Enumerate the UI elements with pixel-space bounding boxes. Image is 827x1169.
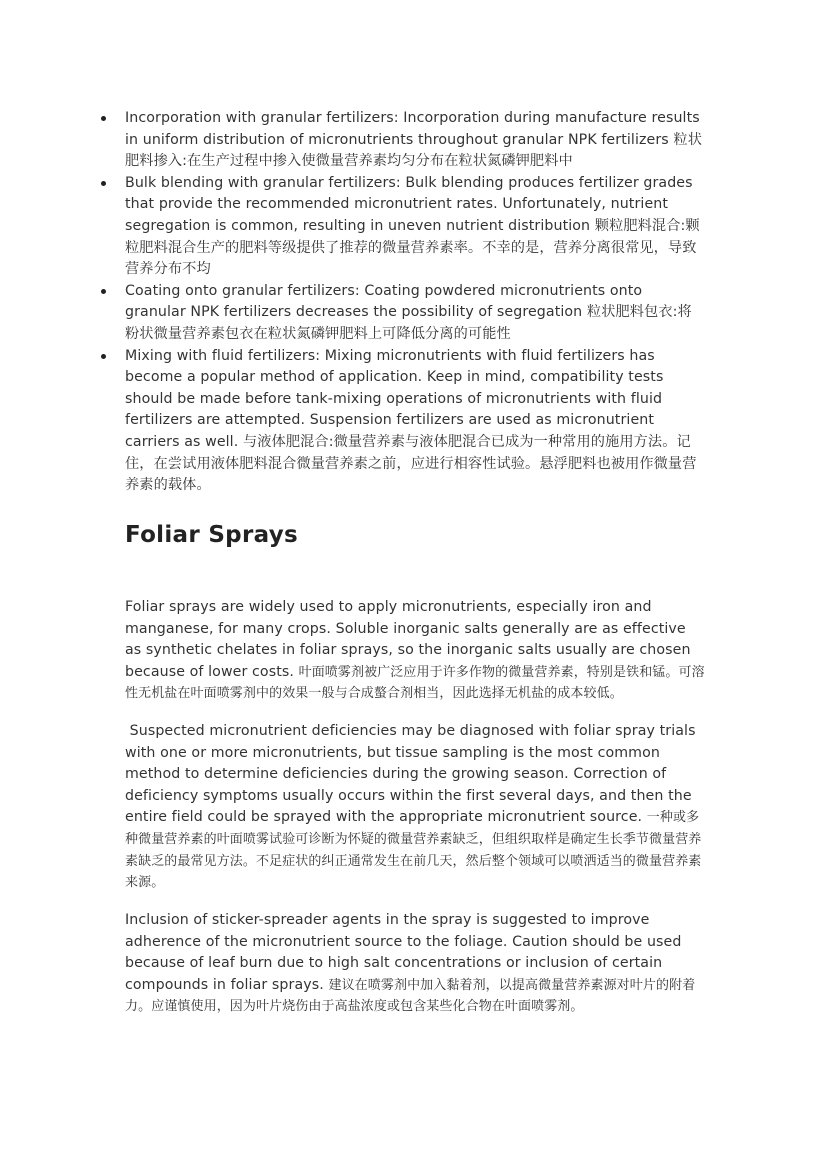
list-item-english: Mixing with fluid fertilizers: Mixing micronutrients with fluid fertilizers has become a popular method of application. Keep in mind, compatibility tests should be made before tank-mixing operations of micronutrients with fluid fertilizers are attempted. Suspension fertilizers are used as micronutrient carriers as well. <box>125 347 664 450</box>
paragraph-english: Suspected micronutrient deficiencies may be diagnosed with foliar spray trials with one or more micronutrients, but tissue sampling is the most common method to determine deficiencies during the growing season. Correction of deficiency symptoms usually occurs within the first several days, and then the entire field could be sprayed with the appropriate micronutrient source. <box>125 723 701 826</box>
bullet-icon <box>101 116 106 121</box>
section-heading: Foliar Sprays <box>125 522 298 548</box>
list-item-chinese: 与液体肥混合:微量营养素与液体肥混合已成为一种常用的施用方法。记住，在尝试用液体肥料混合微量营养素之前，应进行相容性试验。悬浮肥料也被用作微量营养素的载体。 <box>125 433 697 494</box>
paragraph-chinese: 建议在喷雾剂中加入黏着剂，以提高微量营养素源对叶片的附着力。应谨慎使用，因为叶片烧伤由于高盐浓度或包含某些化合物在叶面喷雾剂。 <box>125 977 696 1015</box>
list-item-chinese: 颗粒肥料混合:颗粒肥料混合生产的肥料等级提供了推荐的微量营养素率。不幸的是，营养分离很常见，导致营养分布不均 <box>125 217 700 278</box>
application-methods-list <box>125 108 705 497</box>
list-item-chinese: 粒状肥料包衣:将粉状微量营养素包衣在粒状氮磷钾肥料上可降低分离的可能性 <box>125 304 692 342</box>
list-item <box>125 281 705 346</box>
bullet-icon <box>101 181 106 186</box>
list-item-chinese: 粒状肥料掺入:在生产过程中掺入使微量营养素均匀分布在粒状氮磷钾肥料中 <box>125 131 702 170</box>
list-item-english: Incorporation with granular fertilizers: Incorporation during manufacture results in uniform distribution of micronutrients throughout granular NPK fertilizers <box>125 110 700 148</box>
paragraph-english: Foliar sprays are widely used to apply micronutrients, especially iron and manganese, for many crops. Soluble inorganic salts generally are as effective as synthetic chelates in foliar sprays, so the inorganic salts usually are chosen because of lower costs. <box>125 599 691 680</box>
paragraph-english: Inclusion of sticker-spreader agents in the spray is suggested to improve adherence of the micronutrient source to the foliage. Caution should be used because of leaf burn due to high salt concentrations or inclusion of certain compounds in foliar sprays. <box>125 912 682 993</box>
paragraph-chinese: 叶面喷雾剂被广泛应用于许多作物的微量营养素，特别是铁和锰。可溶性无机盐在叶面喷雾剂中的效果一般与合成螯合剂相当，因此选择无机盐的成本较低。 <box>125 664 705 702</box>
list-item <box>125 108 705 173</box>
paragraph-chinese: 一种或多种微量营养素的叶面喷雾试验可诊断为怀疑的微量营养素缺乏，但组织取样是确定生长季节微量营养素缺乏的最常见方法。不足症状的纠正通常发生在前几天，然后整个领域可以喷洒适当的微量营养素来源。 <box>125 810 702 891</box>
paragraph <box>125 910 705 1018</box>
list-item-english: Bulk blending with granular fertilizers: Bulk blending produces fertilizer grades that provide the recommended micronutrient rates. Unfortunately, nutrient segregation is common, resulting in uneven nutrient distribution <box>125 174 693 234</box>
bullet-icon <box>101 354 106 359</box>
bullet-icon <box>101 289 106 294</box>
paragraph <box>125 597 705 705</box>
paragraph <box>125 721 705 894</box>
list-item-english: Coating onto granular fertilizers: Coating powdered micronutrients onto granular NPK fertilizers decreases the possibility of segregation <box>125 282 643 321</box>
list-item <box>125 173 705 281</box>
list-item <box>125 346 705 497</box>
